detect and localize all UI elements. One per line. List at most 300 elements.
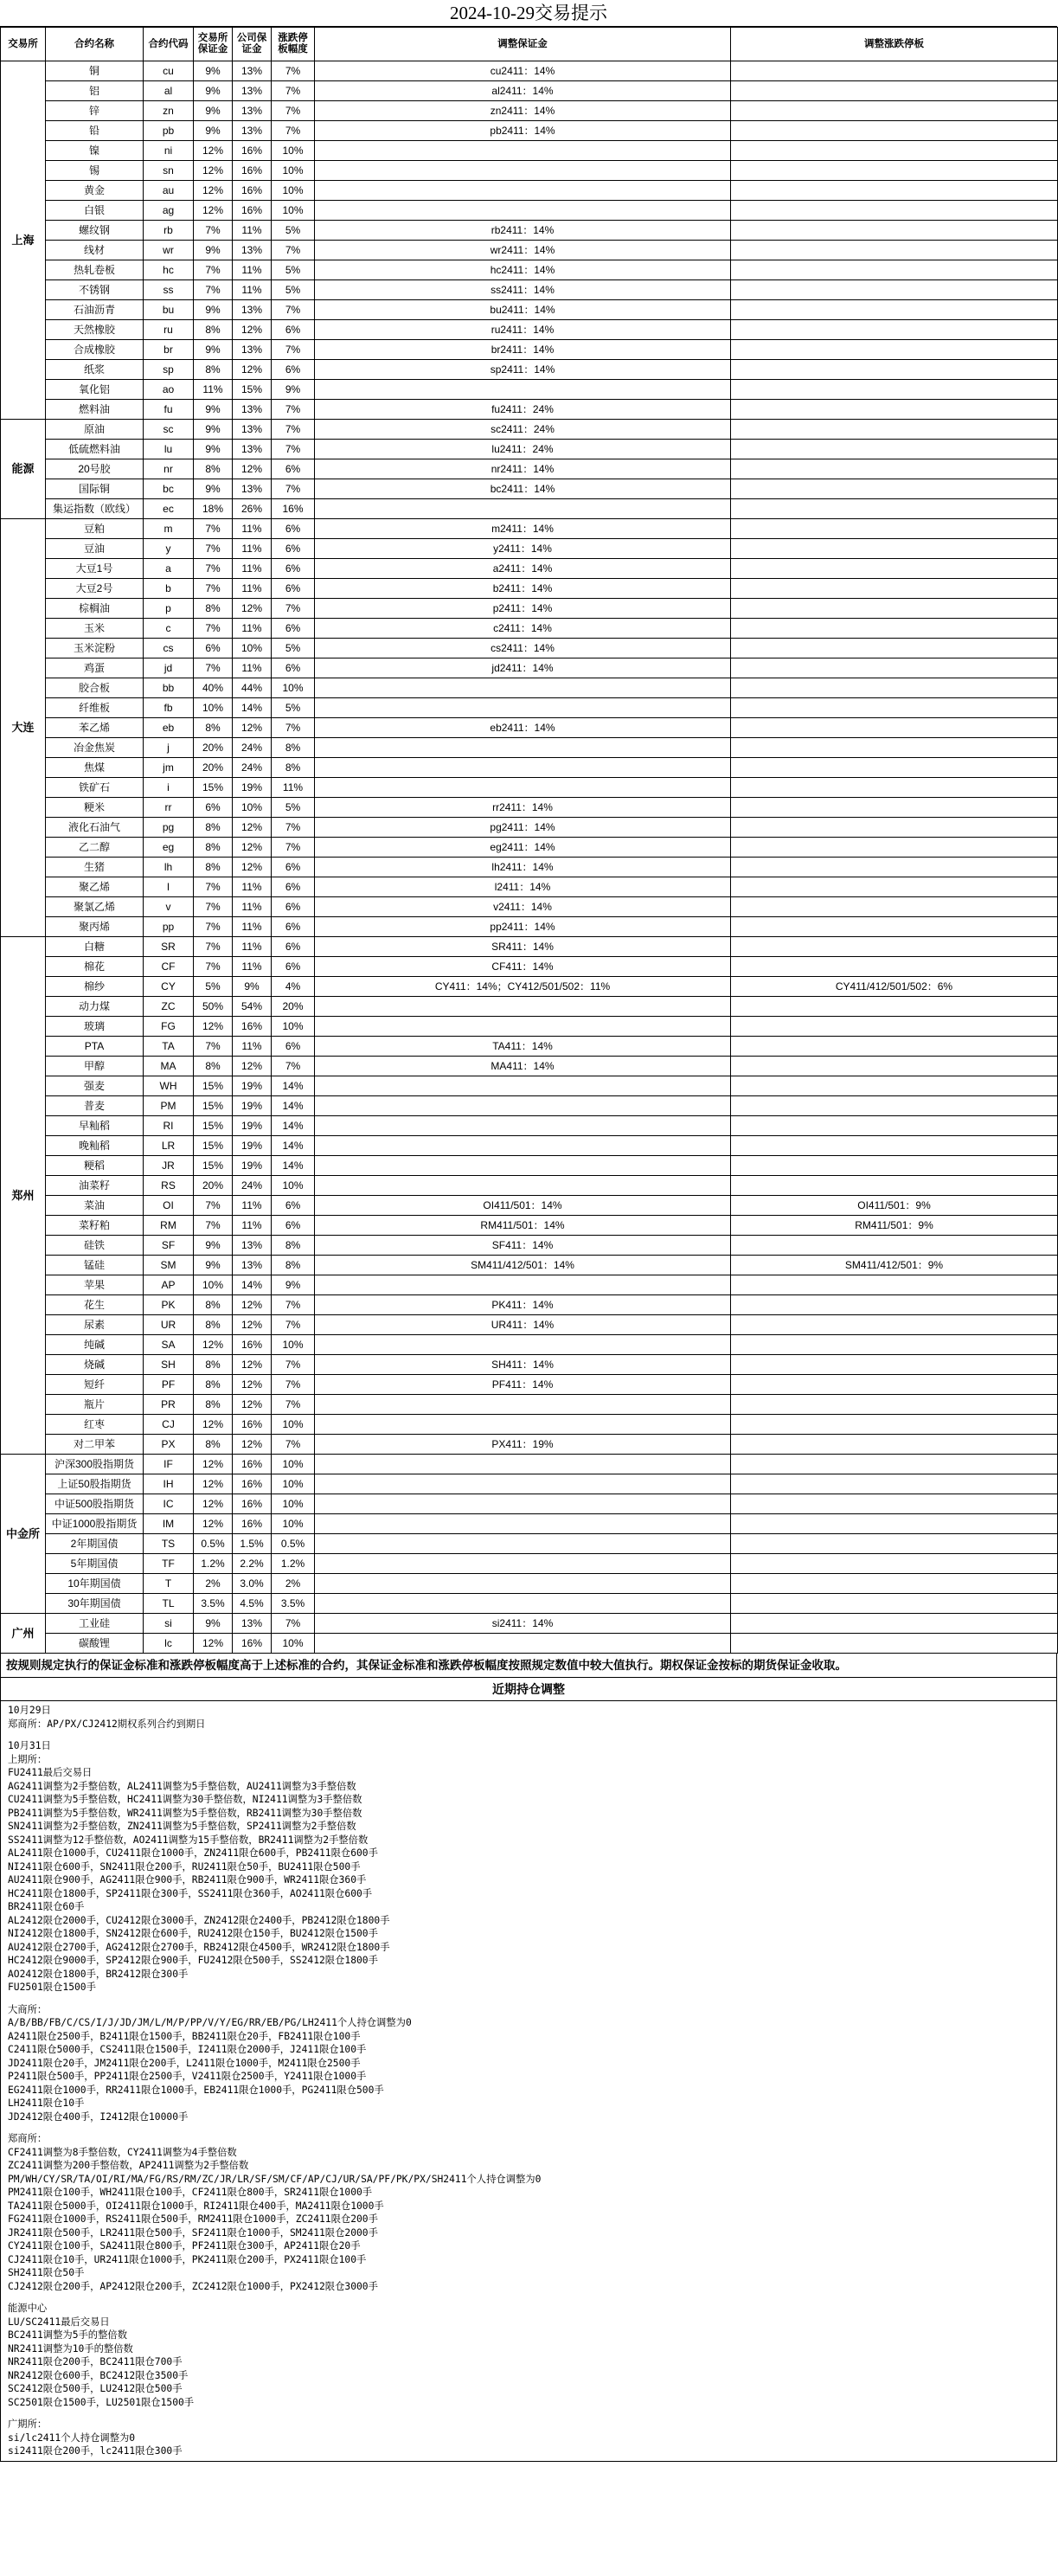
adjusted-margin-cell: hc2411：14% [315,260,731,280]
contract-name-cell: 原油 [46,420,144,440]
adjusted-limit-cell: OI411/501：9% [731,1196,1058,1216]
exchange-margin-cell: 9% [194,340,233,360]
adjusted-limit-cell [731,997,1058,1017]
exchange-margin-cell: 15% [194,1096,233,1116]
table-row [1,1415,1058,1435]
notice-line: JR2411限仓500手，LR2411限仓500手，SF2411限仓1000手，SM2411限仓2000手 [8,2226,378,2239]
limit-range-cell: 7% [272,1295,315,1315]
contract-name-cell: 石油沥青 [46,300,144,320]
header-adjusted-limit: 调整涨跌停板 [731,28,1058,61]
contract-code-cell: TL [144,1594,194,1614]
company-margin-cell: 13% [233,440,272,459]
limit-range-cell: 10% [272,141,315,161]
notice-line: NR2411调整为10手的整倍数 [8,2342,133,2354]
adjusted-margin-cell: p2411：14% [315,599,731,619]
adjusted-limit-cell [731,479,1058,499]
company-margin-cell: 14% [233,698,272,718]
notice-line: PM2411限仓100手，WH2411限仓100手，CF2411限仓800手，SR2411限仓1000手 [8,2187,373,2198]
contract-code-cell: UR [144,1315,194,1335]
company-margin-cell: 10% [233,639,272,658]
adjusted-limit-cell [731,1176,1058,1196]
notice-line: FU2411最后交易日 [8,1767,93,1778]
notice-line: 能源中心 [8,2303,48,2314]
limit-range-cell: 7% [272,1057,315,1076]
exchange-margin-cell: 8% [194,838,233,858]
contract-name-cell: 油菜籽 [46,1176,144,1196]
exchange-margin-cell: 15% [194,1076,233,1096]
exchange-margin-cell: 20% [194,758,233,778]
exchange-margin-cell: 18% [194,499,233,519]
contract-code-cell: SM [144,1256,194,1275]
company-margin-cell: 16% [233,1455,272,1474]
limit-range-cell: 4% [272,977,315,997]
contract-code-cell: MA [144,1057,194,1076]
contract-code-cell: pb [144,121,194,141]
table-row [1,539,1058,559]
adjusted-limit-cell [731,1136,1058,1156]
contract-code-cell: a [144,559,194,579]
exchange-margin-cell: 8% [194,320,233,340]
company-margin-cell: 11% [233,877,272,897]
limit-range-cell: 0.5% [272,1534,315,1554]
limit-range-cell: 5% [272,639,315,658]
notice-line: ZC2411调整为200手整倍数，AP2411调整为2手整倍数 [8,2160,249,2171]
company-margin-cell: 10% [233,798,272,818]
contract-code-cell: PK [144,1295,194,1315]
margin-table-body [1,28,1058,1654]
contract-code-cell: pg [144,818,194,838]
exchange-margin-cell: 12% [194,181,233,201]
adjusted-margin-cell: lh2411：14% [315,858,731,877]
contract-name-cell: 玉米淀粉 [46,639,144,658]
table-row [1,1295,1058,1315]
table-row [1,1156,1058,1176]
table-row [1,1176,1058,1196]
limit-range-cell: 5% [272,280,315,300]
contract-name-cell: 鸡蛋 [46,658,144,678]
notice-block [8,1739,1049,1995]
company-margin-cell: 16% [233,1017,272,1037]
adjusted-limit-cell [731,698,1058,718]
notice-line: HC2412限仓9000手，SP2412限仓900手，FU2412限仓500手，SS2412限仓1800手 [8,1955,378,1966]
exchange-margin-cell: 7% [194,957,233,977]
contract-name-cell: 铅 [46,121,144,141]
adjusted-limit-cell [731,798,1058,818]
limit-range-cell: 6% [272,519,315,539]
exchange-margin-cell: 9% [194,241,233,260]
contract-name-cell: 烧碱 [46,1355,144,1375]
header-limit-range: 涨跌停板幅度 [272,28,315,61]
limit-range-cell: 7% [272,340,315,360]
table-row [1,181,1058,201]
contract-code-cell: pp [144,917,194,937]
notice-line: AU2411限仓900手，AG2411限仓900手，RB2411限仓900手，WR2411限仓360手 [8,1874,367,1885]
company-margin-cell: 13% [233,420,272,440]
table-row [1,1116,1058,1136]
exchange-margin-cell: 11% [194,380,233,400]
adjusted-limit-cell [731,1096,1058,1116]
exchange-margin-cell: 15% [194,1136,233,1156]
adjusted-limit-cell [731,1395,1058,1415]
contract-name-cell: 动力煤 [46,997,144,1017]
table-row [1,678,1058,698]
limit-range-cell: 14% [272,1076,315,1096]
header-exchange-margin: 交易所保证金 [194,28,233,61]
table-row [1,1574,1058,1594]
limit-range-cell: 11% [272,778,315,798]
contract-code-cell: T [144,1574,194,1594]
adjusted-margin-cell [315,778,731,798]
contract-code-cell: y [144,539,194,559]
contract-name-cell: 豆油 [46,539,144,559]
contract-code-cell: fu [144,400,194,420]
adjusted-margin-cell [315,1455,731,1474]
contract-code-cell: ao [144,380,194,400]
notice-line: 郑商所： [8,2133,48,2144]
table-row [1,1136,1058,1156]
adjusted-margin-cell: SR411：14% [315,937,731,957]
contract-code-cell: m [144,519,194,539]
company-margin-cell: 26% [233,499,272,519]
contract-name-cell: 燃料油 [46,400,144,420]
limit-range-cell: 7% [272,1355,315,1375]
limit-range-cell: 5% [272,798,315,818]
contract-code-cell: PM [144,1096,194,1116]
company-margin-cell: 12% [233,1355,272,1375]
company-margin-cell: 19% [233,1096,272,1116]
company-margin-cell: 1.5% [233,1534,272,1554]
exchange-margin-cell: 9% [194,400,233,420]
adjusted-limit-cell [731,579,1058,599]
adjusted-limit-cell [731,1116,1058,1136]
table-row [1,1096,1058,1116]
adjusted-limit-cell [731,858,1058,877]
exchange-margin-cell: 12% [194,201,233,221]
adjusted-limit-cell [731,400,1058,420]
contract-name-cell: 甲醇 [46,1057,144,1076]
exchange-margin-cell: 12% [194,1494,233,1514]
notice-line: NI2412限仓1800手，SN2412限仓600手，RU2412限仓150手，BU2412限仓1500手 [8,1928,378,1939]
adjusted-limit-cell [731,1037,1058,1057]
table-row [1,1256,1058,1275]
company-margin-cell: 12% [233,360,272,380]
adjusted-limit-cell [731,1375,1058,1395]
adjusted-margin-cell: c2411：14% [315,619,731,639]
table-row [1,340,1058,360]
exchange-margin-cell: 12% [194,141,233,161]
contract-code-cell: SA [144,1335,194,1355]
adjusted-margin-cell: OI411/501：14% [315,1196,731,1216]
contract-name-cell: 短纤 [46,1375,144,1395]
table-row [1,121,1058,141]
company-margin-cell: 13% [233,400,272,420]
company-margin-cell: 12% [233,1315,272,1335]
company-margin-cell: 11% [233,897,272,917]
contract-name-cell: 大豆1号 [46,559,144,579]
table-row [1,798,1058,818]
exchange-margin-cell: 20% [194,1176,233,1196]
exchange-margin-cell: 7% [194,579,233,599]
exchange-margin-cell: 15% [194,1116,233,1136]
adjusted-limit-cell [731,101,1058,121]
adjusted-margin-cell: cs2411：14% [315,639,731,658]
table-row [1,758,1058,778]
exchange-margin-cell: 12% [194,1634,233,1654]
company-margin-cell: 9% [233,977,272,997]
table-row [1,599,1058,619]
contract-code-cell: jm [144,758,194,778]
contract-code-cell: OI [144,1196,194,1216]
adjusted-margin-cell: SF411：14% [315,1236,731,1256]
contract-code-cell: SF [144,1236,194,1256]
contract-name-cell: 菜油 [46,1196,144,1216]
table-row [1,877,1058,897]
exchange-margin-cell: 12% [194,161,233,181]
company-margin-cell: 11% [233,280,272,300]
contract-name-cell: 玉米 [46,619,144,639]
adjusted-margin-cell: ru2411：14% [315,320,731,340]
limit-range-cell: 7% [272,1315,315,1335]
adjusted-margin-cell: v2411：14% [315,897,731,917]
limit-range-cell: 7% [272,241,315,260]
adjusted-limit-cell [731,1335,1058,1355]
contract-code-cell: TS [144,1534,194,1554]
limit-range-cell: 6% [272,539,315,559]
contract-name-cell: 苹果 [46,1275,144,1295]
contract-code-cell: eg [144,838,194,858]
table-row [1,81,1058,101]
table-row [1,977,1058,997]
contract-name-cell: 硅铁 [46,1236,144,1256]
contract-name-cell: 2年期国债 [46,1534,144,1554]
contract-code-cell: RM [144,1216,194,1236]
contract-code-cell: p [144,599,194,619]
adjusted-margin-cell [315,1474,731,1494]
adjusted-limit-cell [731,838,1058,858]
limit-range-cell: 7% [272,1375,315,1395]
adjusted-margin-cell: rb2411：14% [315,221,731,241]
company-margin-cell: 3.0% [233,1574,272,1594]
exchange-margin-cell: 7% [194,280,233,300]
contract-code-cell: fb [144,698,194,718]
exchange-margin-cell: 10% [194,698,233,718]
contract-code-cell: IF [144,1455,194,1474]
notice-line: JD2411限仓20手，JM2411限仓200手，L2411限仓1000手，M2411限仓2500手 [8,2057,361,2069]
company-margin-cell: 13% [233,1614,272,1634]
adjusted-margin-cell: l2411：14% [315,877,731,897]
notice-line: AG2411调整为2手整倍数，AL2411调整为5手整倍数，AU2411调整为3手整倍数 [8,1780,356,1792]
contract-name-cell: 粳米 [46,798,144,818]
adjusted-margin-cell: bc2411：14% [315,479,731,499]
contract-name-cell: 瓶片 [46,1395,144,1415]
table-row [1,300,1058,320]
notice-line: EG2411限仓1000手，RR2411限仓1000手，EB2411限仓1000手，PG2411限仓500手 [8,2084,384,2096]
adjusted-margin-cell: SH411：14% [315,1355,731,1375]
contract-code-cell: WH [144,1076,194,1096]
adjusted-limit-cell [731,280,1058,300]
limit-range-cell: 10% [272,1455,315,1474]
limit-range-cell: 6% [272,1216,315,1236]
company-margin-cell: 16% [233,1634,272,1654]
table-row [1,201,1058,221]
exchange-margin-cell: 6% [194,639,233,658]
adjusted-limit-cell [731,1156,1058,1176]
adjusted-limit-cell [731,1275,1058,1295]
contract-code-cell: lh [144,858,194,877]
adjusted-limit-cell [731,559,1058,579]
company-margin-cell: 13% [233,81,272,101]
adjusted-limit-cell [731,360,1058,380]
limit-range-cell: 10% [272,1634,315,1654]
limit-range-cell: 9% [272,380,315,400]
adjusted-margin-cell [315,499,731,519]
company-margin-cell: 11% [233,957,272,977]
notice-line: CU2411调整为5手整倍数，HC2411调整为30手整倍数，NI2411调整为3手整倍数 [8,1794,362,1805]
adjusted-margin-cell [315,1395,731,1415]
exchange-margin-cell: 7% [194,221,233,241]
exchange-margin-cell: 8% [194,1435,233,1455]
limit-range-cell: 10% [272,678,315,698]
table-row [1,937,1058,957]
exchange-margin-cell: 8% [194,459,233,479]
contract-name-cell: 焦煤 [46,758,144,778]
adjusted-limit-cell [731,1554,1058,1574]
contract-code-cell: TF [144,1554,194,1574]
adjusted-margin-cell: CY411：14%；CY412/501/502：11% [315,977,731,997]
adjusted-margin-cell: RM411/501：14% [315,1216,731,1236]
adjusted-margin-cell: nr2411：14% [315,459,731,479]
adjusted-margin-cell [315,161,731,181]
contract-code-cell: v [144,897,194,917]
adjusted-margin-cell: br2411：14% [315,340,731,360]
contract-name-cell: 棕榈油 [46,599,144,619]
table-row [1,1355,1058,1375]
table-row [1,141,1058,161]
contract-name-cell: 苯乙烯 [46,718,144,738]
table-row [1,957,1058,977]
notice-line: 10月31日 [8,1740,51,1751]
exchange-margin-cell: 50% [194,997,233,1017]
notice-line: 10月29日 [8,1705,51,1716]
contract-name-cell: 线材 [46,241,144,260]
adjusted-limit-cell [731,1634,1058,1654]
company-margin-cell: 24% [233,1176,272,1196]
limit-range-cell: 7% [272,101,315,121]
limit-range-cell: 7% [272,1435,315,1455]
exchange-margin-cell: 12% [194,1455,233,1474]
notice-line: SS2411调整为12手整倍数，AO2411调整为15手整倍数，BR2411调整为2手整倍数 [8,1834,369,1846]
adjusted-margin-cell: lu2411：24% [315,440,731,459]
exchange-margin-cell: 7% [194,539,233,559]
table-row [1,380,1058,400]
header-company-margin: 公司保证金 [233,28,272,61]
contract-code-cell: al [144,81,194,101]
company-margin-cell: 11% [233,519,272,539]
table-row [1,639,1058,658]
adjusted-limit-cell [731,1574,1058,1594]
notice-line: CF2411调整为8手整倍数，CY2411调整为4手整倍数 [8,2146,237,2158]
limit-range-cell: 7% [272,300,315,320]
contract-name-cell: 花生 [46,1295,144,1315]
adjusted-margin-cell [315,678,731,698]
contract-code-cell: ag [144,201,194,221]
header-contract-name: 合约名称 [46,28,144,61]
adjusted-margin-cell: a2411：14% [315,559,731,579]
contract-name-cell: 红枣 [46,1415,144,1435]
contract-name-cell: 工业硅 [46,1614,144,1634]
notice-line: SN2411调整为2手整倍数，ZN2411调整为5手整倍数，SP2411调整为2手整倍数 [8,1821,356,1832]
adjusted-margin-cell: m2411：14% [315,519,731,539]
adjusted-limit-cell [731,1594,1058,1614]
limit-range-cell: 6% [272,877,315,897]
adjusted-limit-cell [731,818,1058,838]
company-margin-cell: 13% [233,241,272,260]
adjusted-limit-cell [731,221,1058,241]
company-margin-cell: 12% [233,599,272,619]
limit-range-cell: 5% [272,221,315,241]
company-margin-cell: 12% [233,858,272,877]
table-row [1,1037,1058,1057]
contract-name-cell: 30年期国债 [46,1594,144,1614]
exchange-margin-cell: 9% [194,81,233,101]
contract-code-cell: lc [144,1634,194,1654]
exchange-margin-cell: 9% [194,300,233,320]
company-margin-cell: 11% [233,559,272,579]
adjusted-margin-cell: PF411：14% [315,1375,731,1395]
contract-name-cell: 菜籽粕 [46,1216,144,1236]
adjusted-limit-cell [731,957,1058,977]
adjusted-limit-cell [731,1494,1058,1514]
table-row [1,838,1058,858]
table-header-row [1,28,1058,61]
contract-code-cell: PR [144,1395,194,1415]
adjusted-margin-cell [315,1594,731,1614]
contract-code-cell: lu [144,440,194,459]
contract-name-cell: 对二甲苯 [46,1435,144,1455]
adjusted-limit-cell [731,519,1058,539]
adjusted-limit-cell [731,937,1058,957]
contract-name-cell: 10年期国债 [46,1574,144,1594]
adjusted-limit-cell [731,61,1058,81]
notice-line: C2411限仓5000手，CS2411限仓1500手，I2411限仓2000手，J2411限仓100手 [8,2044,367,2055]
limit-range-cell: 6% [272,917,315,937]
header-adjusted-margin: 调整保证金 [315,28,731,61]
exchange-margin-cell: 7% [194,658,233,678]
table-row [1,778,1058,798]
exchange-margin-cell: 7% [194,559,233,579]
adjusted-margin-cell: cu2411：14% [315,61,731,81]
limit-range-cell: 14% [272,1096,315,1116]
limit-range-cell: 7% [272,1395,315,1415]
limit-range-cell: 8% [272,738,315,758]
adjusted-limit-cell: CY411/412/501/502：6% [731,977,1058,997]
table-row [1,738,1058,758]
adjusted-margin-cell: ss2411：14% [315,280,731,300]
contract-name-cell: 棉花 [46,957,144,977]
notice-line: 上期所： [8,1753,48,1765]
adjusted-limit-cell [731,778,1058,798]
exchange-margin-cell: 8% [194,818,233,838]
limit-range-cell: 7% [272,1614,315,1634]
exchange-margin-cell: 7% [194,1216,233,1236]
adjusted-margin-cell: pb2411：14% [315,121,731,141]
contract-code-cell: i [144,778,194,798]
adjusted-margin-cell [315,181,731,201]
notice-line: SC2501限仓1500手，LU2501限仓1500手 [8,2396,195,2408]
contract-name-cell: 白银 [46,201,144,221]
adjusted-limit-cell [731,201,1058,221]
company-margin-cell: 19% [233,1076,272,1096]
